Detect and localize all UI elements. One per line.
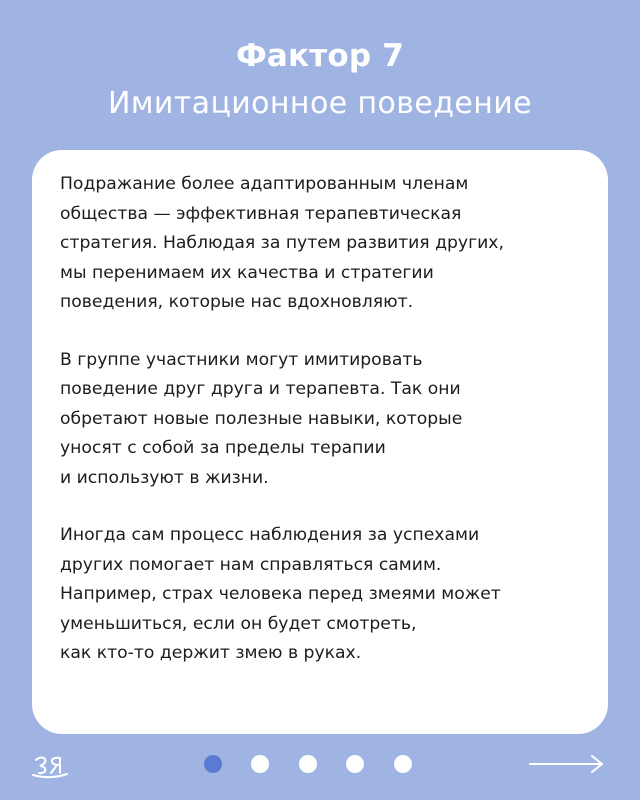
pagination-dot-5[interactable]: [394, 755, 412, 773]
pagination-dot-2[interactable]: [251, 755, 269, 773]
arrow-right-icon[interactable]: [528, 750, 606, 778]
footer: [0, 748, 640, 784]
pagination-dot-1[interactable]: [204, 755, 222, 773]
paragraph-1: Подражание более адаптированным членам общества — эффективная терапевтическая стратегия. Наблюдая за путем развития других, мы перенимаем их качества и стратегии поведения, которые нас вдохновляют.: [60, 174, 504, 312]
paragraph-2: В группе участники могут имитировать поведение друг друга и терапевта. Так они обретают новые полезные навыки, которые уносят с собой за пределы терапии и используют в жизни.: [60, 349, 463, 488]
card-body: [60, 170, 592, 697]
content-card: [32, 150, 608, 734]
logo-icon: [30, 748, 70, 780]
pagination-dot-3[interactable]: [299, 755, 317, 773]
paragraph-3: Иногда сам процесс наблюдения за успехами других помогает нам справляться самим. Например, страх человека перед змеями может уменьшиться, если он будет смотреть, как кто-то держит змею в руках.: [60, 525, 501, 663]
slide-title: Фактор 7: [235, 38, 405, 74]
pagination-dot-4[interactable]: [346, 755, 364, 773]
slide-subtitle: Имитационное поведение: [108, 86, 532, 121]
